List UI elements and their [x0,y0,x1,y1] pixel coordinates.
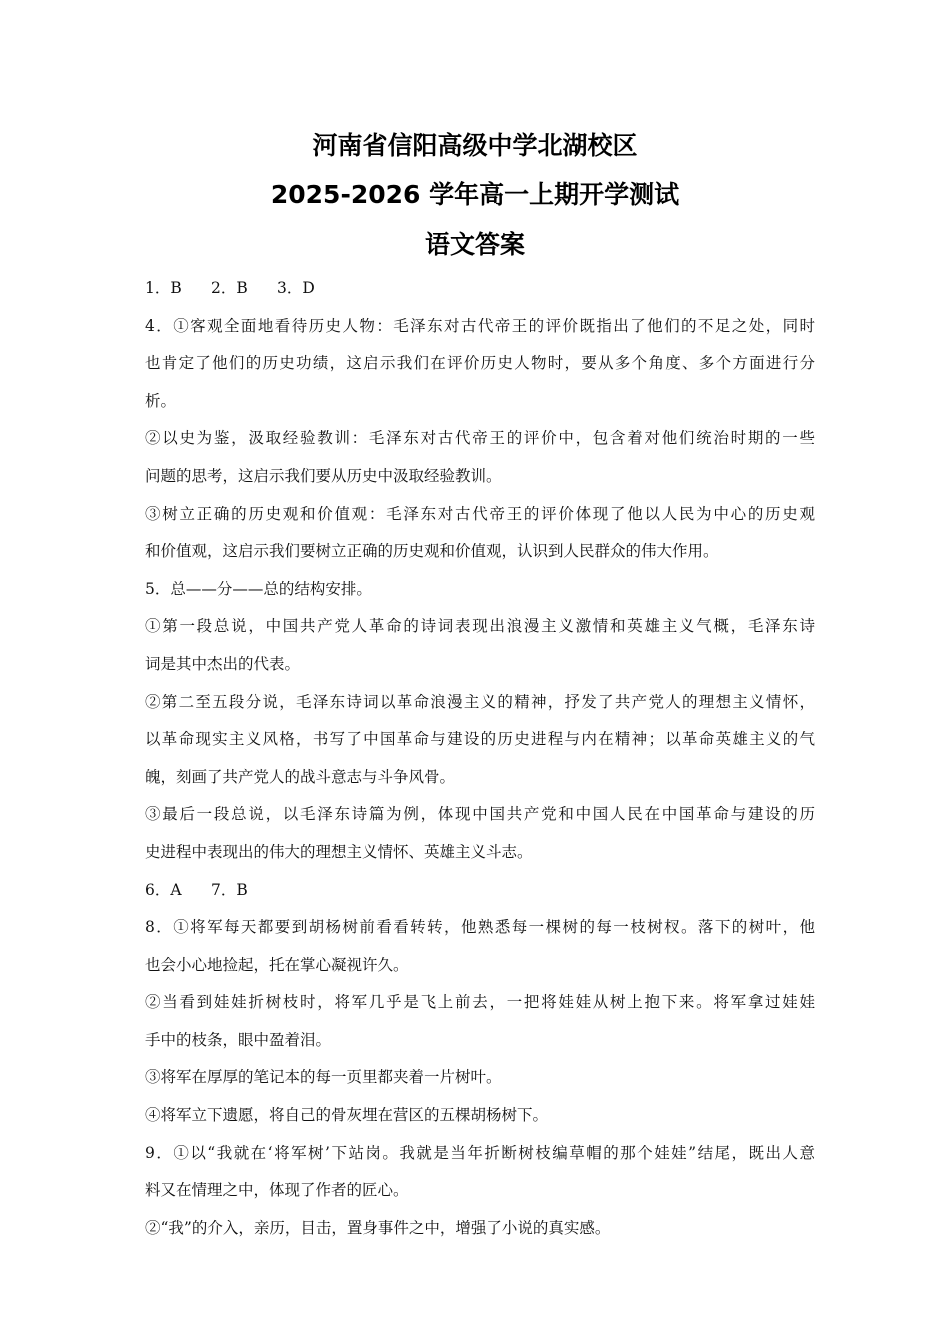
answer-3: 3．D [277,279,315,297]
answers-6-7 [145,872,815,910]
q9-line: ②“我”的介入，亲历，目击，置身事件之中，增强了小说的真实感。 [145,1218,611,1237]
q5-line: 词是其中杰出的代表。 [145,654,301,673]
answer-2: 2．B [211,279,248,297]
answer-6: 6．A [145,880,182,899]
q8-line: ②当看到娃娃折树枝时，将军几乎是飞上前去，一把将娃娃从树上抱下来。将军拿过娃娃 [145,993,815,1012]
q4-line: 4．①客观全面地看待历史人物：毛泽东对古代帝王的评价既指出了他们的不足之处，同时 [145,316,815,335]
subject-title: 语文答案 [424,230,525,259]
q4-line: 和价值观，这启示我们要树立正确的历史观和价值观，认识到人民群众的伟大作用。 [145,542,719,561]
question-4-answer [145,308,815,571]
answers-1-3 [145,270,815,308]
q4-line: 问题的思考，这启示我们要从历史中汲取经验教训。 [145,466,502,485]
q5-line: ②第二至五段分说，毛泽东诗词以革命浪漫主义的精神，抒发了共产党人的理想主义情怀， [145,692,815,711]
answer-body [145,270,815,1247]
q4-line: ②以史为鉴，汲取经验教训：毛泽东对古代帝王的评价中，包含着对他们统治时期的一些 [145,429,815,448]
q5-line: 以革命现实主义风格，书写了中国革命与建设的历史进程与内在精神；以革命英雄主义的气 [145,730,815,749]
q8-line: 也会小心地捡起，托在掌心凝视许久。 [145,955,409,974]
q5-line: ③最后一段总说，以毛泽东诗篇为例，体现中国共产党和中国人民在中国革命与建设的历 [145,805,815,824]
q5-line: ①第一段总说，中国共产党人革命的诗词表现出浪漫主义激情和英雄主义气概，毛泽东诗 [145,617,815,636]
answer-7: 7．B [211,880,248,899]
q5-line: 魄，刻画了共产党人的战斗意志与斗争风骨。 [145,767,456,786]
question-5-answer [145,571,815,872]
q8-line: ④将军立下遗愿，将自己的骨灰埋在营区的五棵胡杨树下。 [145,1106,549,1125]
answer-1: 1．B [145,279,182,297]
q8-line: ③将军在厚厚的笔记本的每一页里都夹着一片树叶。 [145,1068,502,1087]
q4-line: 析。 [145,391,177,410]
q5-line: 史进程中表现出的伟大的理想主义情怀、英雄主义斗志。 [145,842,533,861]
school-title: 河南省信阳高级中学北湖校区 [312,131,638,160]
q5-line: 5．总——分——总的结构安排。 [145,579,372,598]
q8-line: 8．①将军每天都要到胡杨树前看看转转，他熟悉每一棵树的每一枝树杈。落下的树叶，他 [145,918,815,937]
exam-title: 2025-2026 学年高一上期开学测试 [270,180,680,209]
q9-line: 9．①以“我就在‘将军树’下站岗。我就是当年折断树枝编草帽的那个娃娃”结尾，既出人意 [145,1143,815,1162]
question-9-answer [145,1135,815,1248]
q4-line: ③树立正确的历史观和价值观：毛泽东对古代帝王的评价体现了他以人民为中心的历史观 [145,504,815,523]
q8-line: 手中的枝条，眼中盈着泪。 [145,1030,332,1049]
question-8-answer [145,909,815,1135]
q4-line: 也肯定了他们的历史功绩，这启示我们在评价历史人物时，要从多个角度、多个方面进行分 [145,354,815,373]
q9-line: 料又在情理之中，体现了作者的匠心。 [145,1181,409,1200]
